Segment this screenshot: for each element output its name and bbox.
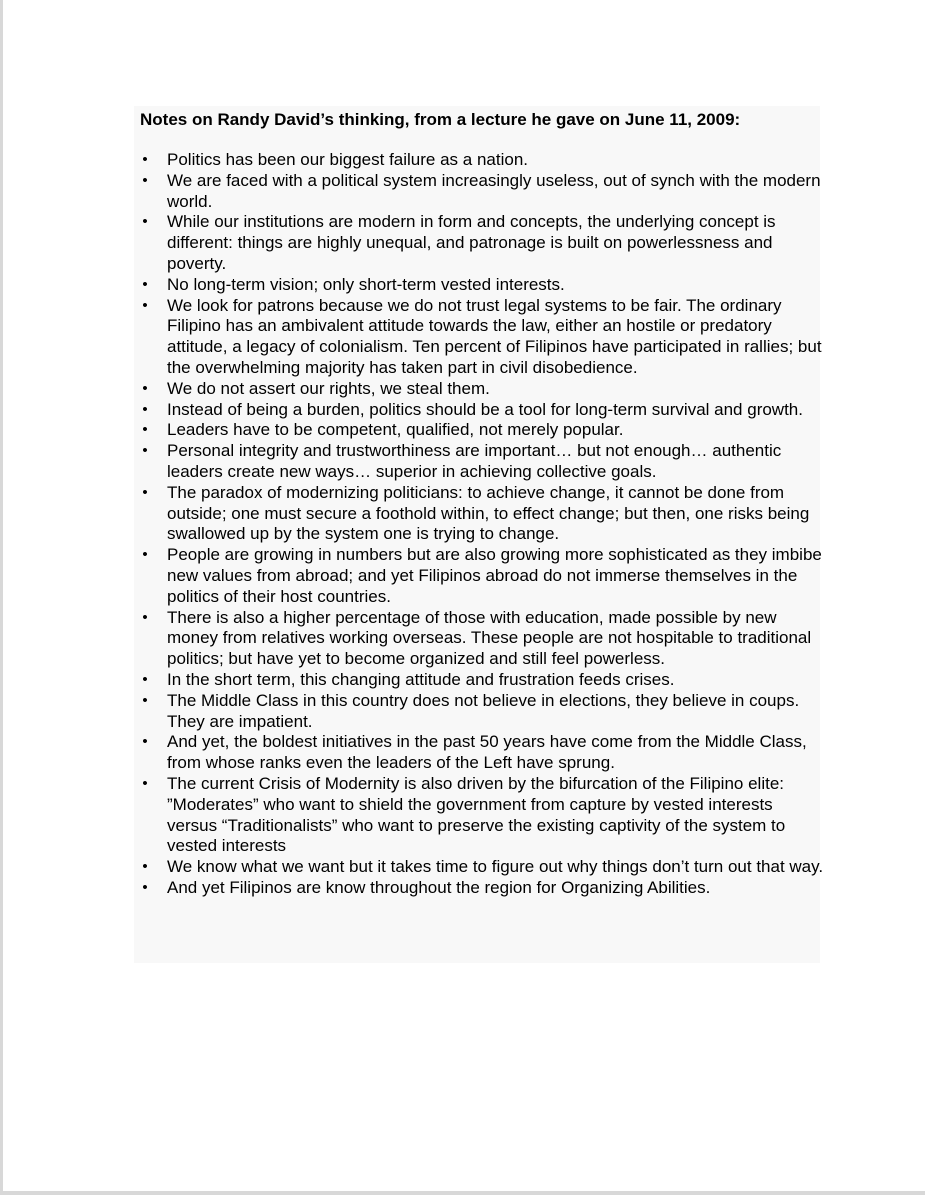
list-item [140,878,824,899]
bullet-icon: • [142,546,148,564]
list-item [140,171,824,213]
bullet-icon: • [142,171,148,189]
bullet-icon: • [142,858,148,876]
list-item-text: In the short term, this changing attitude and frustration feeds crises. [167,669,675,689]
list-item [140,420,824,441]
list-item-text: There is also a higher percentage of those with education, made possible by new money from relatives working overseas. These people are not hospitable to traditional politics; but have yet to become organized and still feel powerless. [167,607,812,669]
list-item-text: We are faced with a political system increasingly useless, out of synch with the modern world. [167,170,821,211]
list-item-text: While our institutions are modern in form and concepts, the underlying concept is different: things are highly unequal, and patronage is built on powerlessness and poverty. [167,212,776,273]
bullet-icon: • [142,151,148,168]
list-item [140,275,824,296]
list-item [140,774,824,857]
list-item-text: We look for patrons because we do not trust legal systems to be fair. The ordinary Filipino has an ambivalent attitude towards the law, either an hostile or predatory attitude, a legacy of colonialism. Ten percent of Filipinos have participated in rallies; but the overwhelming majority has taken part in civil disobedience. [167,295,822,377]
bullet-icon: • [142,608,148,626]
bullet-icon: • [142,379,148,397]
bullet-icon: • [142,296,148,314]
list-item-text: The paradox of modernizing politicians: to achieve change, it cannot be done from outside; one must secure a foothold within, to effect change; but then, one risks being swallowed up by the system one is trying to change. [167,482,810,544]
list-item [140,150,824,171]
list-item-text: No long-term vision; only short-term vested interests. [167,274,565,294]
list-item [140,400,824,421]
bullet-icon: • [142,400,148,418]
list-item [140,608,824,670]
list-item [140,483,824,545]
list-item-text: We do not assert our rights, we steal them. [167,378,490,398]
document-title: Notes on Randy David’s thinking, from a lecture he gave on June 11, 2009: [140,110,741,129]
list-item-text: We know what we want but it takes time to figure out why things don’t turn out that way. [167,857,824,877]
bullet-icon: • [142,670,148,688]
bullet-icon: • [142,442,148,460]
list-item [140,296,824,379]
list-item-text: Leaders have to be competent, qualified, not merely popular. [167,420,624,440]
bullet-icon: • [142,213,148,231]
list-item-text: And yet Filipinos are know throughout the region for Organizing Abilities. [167,877,711,897]
list-item-text: The Middle Class in this country does not believe in elections, they believe in coups. They are impatient. [167,690,800,731]
list-item [140,857,824,878]
list-item [140,691,824,733]
list-item [140,670,824,691]
notes-list [140,150,824,899]
list-item-text: The current Crisis of Modernity is also driven by the bifurcation of the Filipino elite: ”Moderates” who want to shield the government from capture by vested interests versus “Traditionalists” who want to preserve the existing captivity of the system to vested interests [167,773,786,856]
bullet-icon: • [142,691,148,709]
list-item [140,212,824,274]
bullet-icon: • [142,483,148,501]
list-item [140,441,824,483]
list-item [140,732,824,774]
list-item [140,545,824,607]
list-item-text: And yet, the boldest initiatives in the past 50 years have come from the Middle Class, from whose ranks even the leaders of the Left have sprung. [167,732,807,773]
bullet-icon: • [142,421,148,439]
list-item [140,379,824,400]
list-item-text: Instead of being a burden, politics should be a tool for long-term survival and growth. [167,399,803,419]
bullet-icon: • [142,774,148,792]
bullet-icon: • [142,275,148,293]
list-item-text: People are growing in numbers but are also growing more sophisticated as they imbibe new values from abroad; and yet Filipinos abroad do not immerse themselves in the politics of their host countries. [167,545,822,606]
bullet-icon: • [142,733,148,751]
list-item-text: Politics has been our biggest failure as a nation. [167,150,529,169]
list-item-text: Personal integrity and trustworthiness are important… but not enough… authentic leaders create new ways… superior in achieving collective goals. [167,441,782,481]
bullet-icon: • [142,878,148,896]
